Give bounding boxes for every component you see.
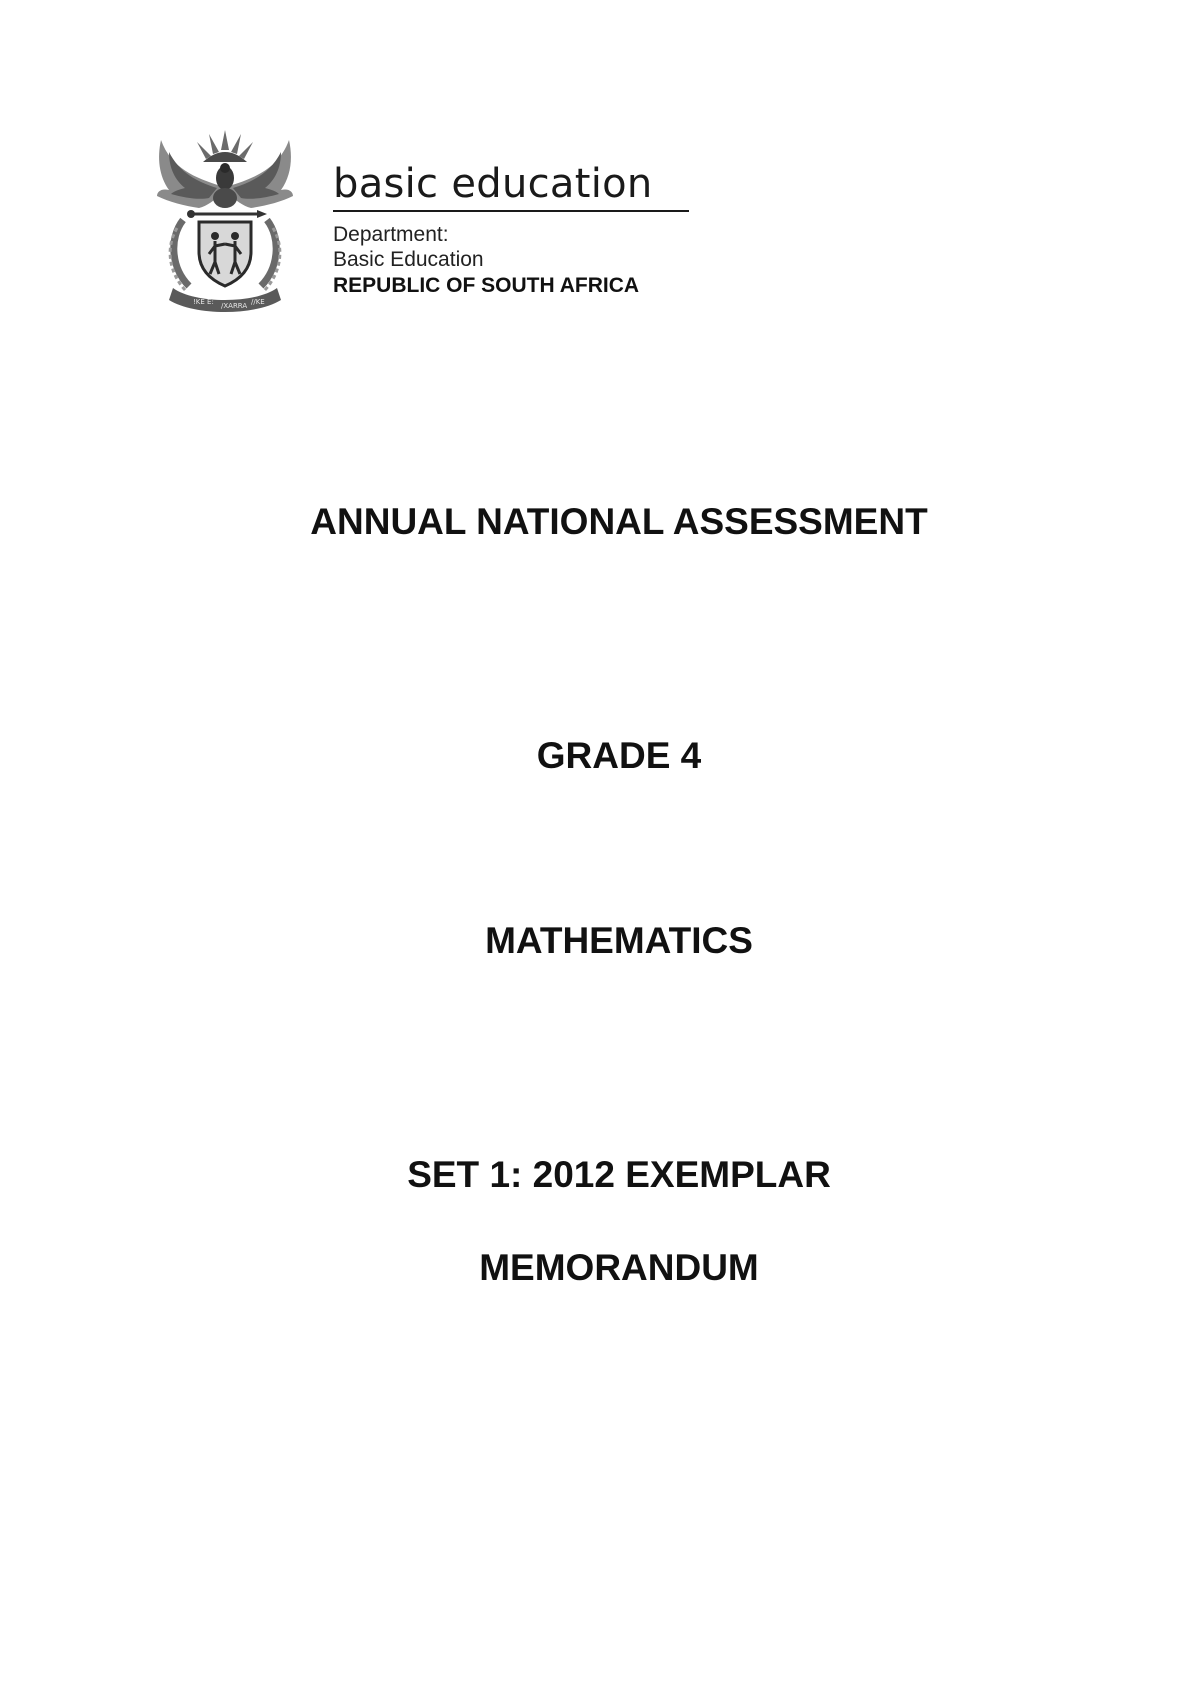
department-name: Basic Education — [333, 248, 484, 271]
assessment-title: ANNUAL NATIONAL ASSESSMENT — [310, 501, 928, 542]
svg-text:/XARRA: /XARRA — [221, 302, 248, 310]
brand-name: basic education — [333, 161, 653, 207]
subject-title: MATHEMATICS — [485, 920, 753, 961]
grade-title: GRADE 4 — [536, 735, 702, 776]
coat-of-arms-icon — [155, 128, 295, 318]
country-name: REPUBLIC OF SOUTH AFRICA — [333, 274, 640, 297]
svg-text:!KE E:: !KE E: — [193, 298, 214, 306]
svg-text://KE: //KE — [251, 298, 265, 306]
department-label: Department: — [333, 223, 449, 246]
brand-underline — [333, 210, 689, 212]
document-type-title: MEMORANDUM — [479, 1247, 759, 1288]
department-block — [333, 160, 693, 299]
set-title: SET 1: 2012 EXEMPLAR — [407, 1154, 831, 1195]
